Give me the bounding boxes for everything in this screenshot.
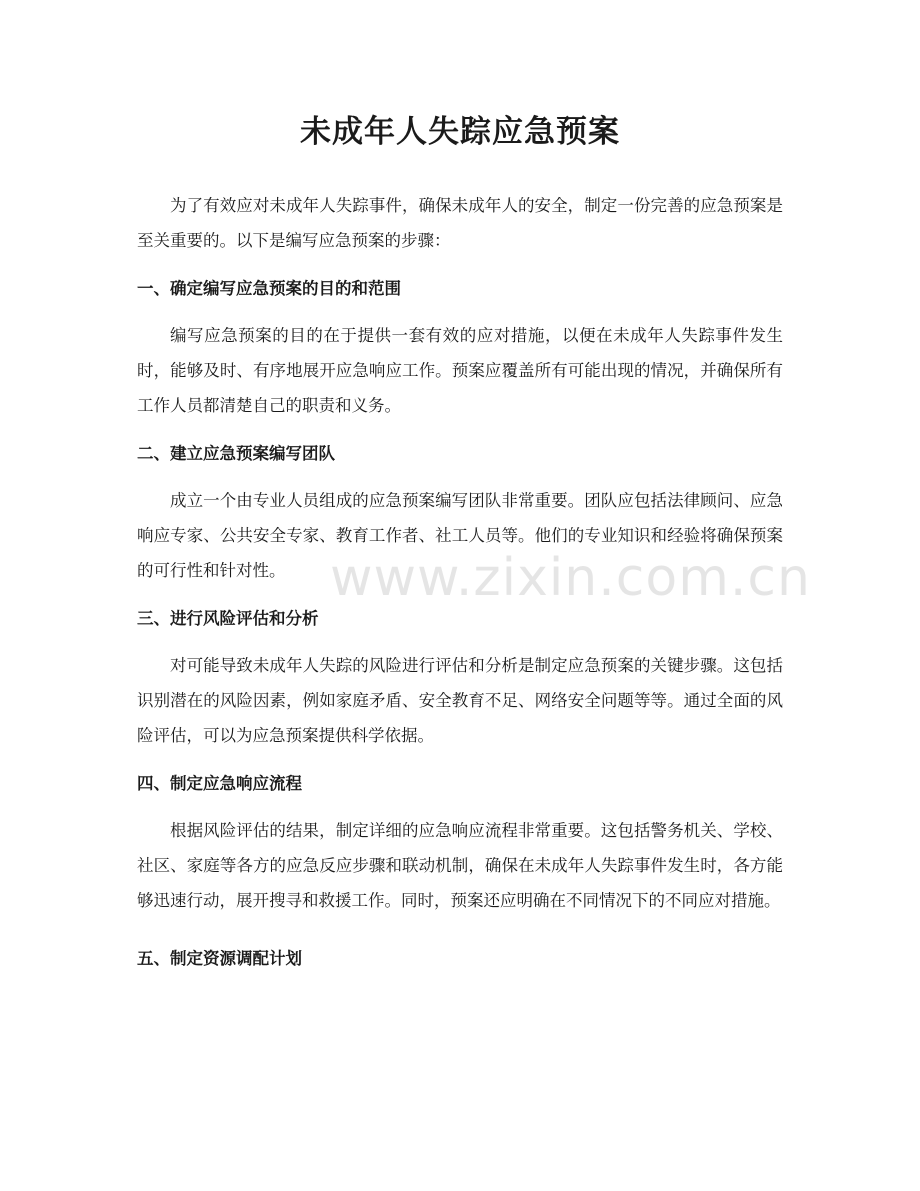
section-heading-1: 一、确定编写应急预案的目的和范围 (137, 279, 401, 298)
section-heading-4: 四、制定应急响应流程 (137, 774, 302, 793)
section-heading-2: 二、建立应急预案编写团队 (137, 444, 335, 463)
section-heading-3: 三、进行风险评估和分析 (137, 609, 319, 628)
intro-paragraph: 为了有效应对未成年人失踪事件，确保未成年人的安全，制定一份完善的应急预案是至关重要的。以下是编写应急预案的步骤： (137, 196, 783, 250)
section-body-4: 根据风险评估的结果，制定详细的应急响应流程非常重要。这包括警务机关、学校、社区、家庭等各方的应急反应步骤和联动机制，确保在未成年人失踪事件发生时，各方能够迅速行动，展开搜寻和救援工作。同时，预案还应明确在不同情况下的不同应对措施。 (137, 821, 783, 910)
section-heading-5: 五、制定资源调配计划 (137, 949, 302, 968)
section-body-3: 对可能导致未成年人失踪的风险进行评估和分析是制定应急预案的关键步骤。这包括识别潜在的风险因素，例如家庭矛盾、安全教育不足、网络安全问题等等。通过全面的风险评估，可以为应急预案提供科学依据。 (137, 656, 783, 745)
document-title: 未成年人失踪应急预案 (300, 114, 620, 150)
section-body-1: 编写应急预案的目的在于提供一套有效的应对措施，以便在未成年人失踪事件发生时，能够及时、有序地展开应急响应工作。预案应覆盖所有可能出现的情况，并确保所有工作人员都清楚自己的职责和义务。 (137, 326, 783, 415)
section-body-2: 成立一个由专业人员组成的应急预案编写团队非常重要。团队应包括法律顾问、应急响应专家、公共安全专家、教育工作者、社工人员等。他们的专业知识和经验将确保预案的可行性和针对性。 (137, 491, 783, 580)
watermark-text: www.zixin.com.cn (330, 548, 811, 608)
